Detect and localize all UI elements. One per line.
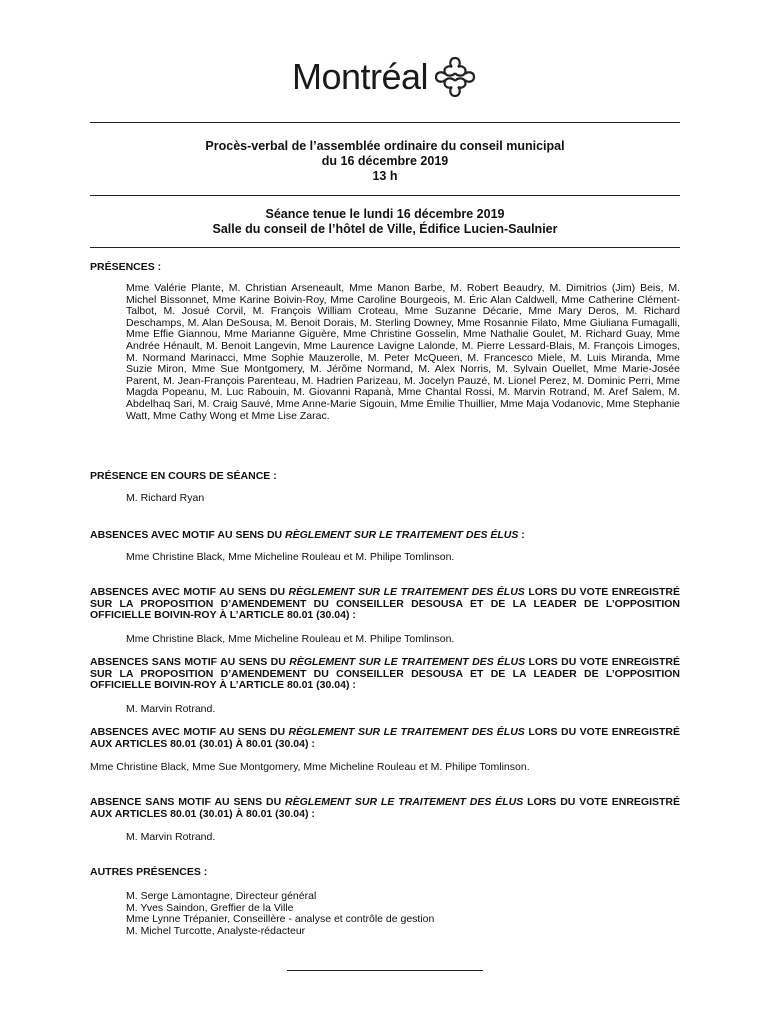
signature-line: [287, 970, 483, 971]
session-info: [90, 207, 680, 237]
absences-motif-text: Mme Christine Black, Mme Micheline Rouleau et M. Philipe Tomlinson.: [126, 551, 455, 563]
autres-presences-list: [90, 891, 680, 937]
absence-sans-motif-articles-heading: [90, 797, 680, 820]
divider: [90, 195, 680, 196]
list-item: Mme Lynne Trépanier, Conseillère - analyse et contrôle de gestion: [126, 913, 435, 926]
montreal-logo: [0, 54, 770, 100]
title-time: 13 h: [372, 169, 398, 183]
heading-italic: RÈGLEMENT SUR LE TRAITEMENT DES ÉLUS: [288, 586, 525, 598]
divider: [90, 122, 680, 123]
heading-italic: RÈGLEMENT SUR LE TRAITEMENT DES ÉLUS: [285, 796, 524, 808]
heading-italic: RÈGLEMENT SUR LE TRAITEMENT DES ÉLUS: [288, 726, 525, 738]
presence-cours-heading: PRÉSENCE EN COURS DE SÉANCE :: [90, 470, 277, 482]
logo-wordmark: Montréal: [291, 56, 429, 97]
heading-text: ABSENCE SANS MOTIF AU SENS DU: [90, 796, 286, 808]
title-line: Procès-verbal de l’assemblée ordinaire du conseil municipal: [205, 139, 565, 153]
list-item: M. Michel Turcotte, Analyste-rédacteur: [126, 924, 306, 937]
presences-list: Mme Valérie Plante, M. Christian Arseneault, Mme Manon Barbe, M. Robert Beaudry, M. Dimitrios (Jim) Beis, M. Michel Bissonnet, Mme Karine Boivin-Roy, Mme Caroline Bourgeois, M. Éric Alan Caldwell, Mme Catherine Clément-Talbot, M. Josué Corvil, M. François William Croteau, Mme Suzanne Décarie, Mme Mary Deros, M. Richard Deschamps, M. Alan DeSousa, M. Benoit Dorais, M. Sterling Downey, Mme Rosannie Filato, Mme Giuliana Fumagalli, Mme Effie Giannou, Mme Marianne Giguère, Mme Christine Gosselin, Mme Nathalie Goulet, M. Richard Guay, Mme Andrée Hénault, M. Benoit Langevin, Mme Laurence Lavigne Lalonde, M. Pierre Lessard-Blais, M. François Limoges, M. Normand Marinacci, Mme Sophie Mauzerolle, M. Peter McQueen, M. Francesco Miele, M. Luis Miranda, Mme Suzie Miron, Mme Sue Montgomery, M. Jérôme Normand, M. Alex Norris, M. Sylvain Ouellet, Mme Marie-Josée Parent, M. Jean-François Parenteau, M. Hadrien Parizeau, M. Jocelyn Pauzé, M. Lionel Perez, M. Dominic Perri, Mme Magda Popeanu, M. Luc Rabouin, M. Giovanni Rapanà, Mme Chantal Rossi, M. Marvin Rotrand, M. Aref Salem, M. Abdelhaq Sari, M. Craig Sauvé, Mme Anne-Marie Sigouin, Mme Émilie Thuillier, Mme Maja Vodanovic, Mme Stephanie Watt, Mme Cathy Wong et Mme Lise Zarac.: [126, 282, 680, 422]
absence-sans-motif-articles-text: M. Marvin Rotrand.: [126, 831, 216, 843]
absences-motif-amendement-text: Mme Christine Black, Mme Micheline Rouleau et M. Philipe Tomlinson.: [126, 633, 455, 645]
absences-motif-heading: [90, 530, 680, 542]
absences-sans-motif-amendement-text: M. Marvin Rotrand.: [126, 703, 216, 715]
heading-text: LORS DU VOTE ENREGISTRÉ AUX ARTICLES 80.01 (30.01) À 80.01 (30.04) :: [90, 726, 680, 750]
list-item: M. Serge Lamontagne, Directeur général: [126, 890, 317, 902]
heading-italic: RÈGLEMENT SUR LE TRAITEMENT DES ÉLUS: [289, 656, 526, 668]
heading-text: LORS DU VOTE ENREGISTRÉ SUR LA PROPOSITION D’AMENDEMENT DU CONSEILLER DESOUSA ET DE LA LEADER DE L’OPPOSITION OFFICIELLE BOIVIN-ROY À L’ARTICLE 80.01 (30.04) :: [90, 586, 680, 622]
heading-text: :: [518, 529, 525, 541]
divider: [90, 247, 680, 248]
absences-motif-articles-text: Mme Christine Black, Mme Sue Montgomery, Mme Micheline Rouleau et M. Philipe Tomlinson.: [90, 761, 530, 773]
session-date: Séance tenue le lundi 16 décembre 2019: [265, 207, 505, 221]
autres-presences-heading: AUTRES PRÉSENCES :: [90, 866, 208, 878]
absences-motif-articles-heading: [90, 727, 680, 750]
heading-text: LORS DU VOTE ENREGISTRÉ AUX ARTICLES 80.01 (30.01) À 80.01 (30.04) :: [90, 796, 680, 820]
heading-text: ABSENCES SANS MOTIF AU SENS DU: [90, 656, 290, 668]
list-item: M. Yves Saindon, Greffier de la Ville: [126, 901, 294, 914]
heading-italic: RÈGLEMENT SUR LE TRAITEMENT DES ÉLUS: [285, 529, 519, 541]
session-location: Salle du conseil de l’hôtel de Ville, Édifice Lucien-Saulnier: [212, 222, 558, 236]
absences-motif-amendement-heading: [90, 587, 680, 622]
rosette-icon: [432, 54, 478, 100]
heading-text: ABSENCES AVEC MOTIF AU SENS DU: [90, 529, 286, 541]
heading-text: LORS DU VOTE ENREGISTRÉ SUR LA PROPOSITION D’AMENDEMENT DU CONSEILLER DESOUSA ET DE LA LEADER DE L’OPPOSITION OFFICIELLE BOIVIN-ROY À L’ARTICLE 80.01 (30.04) :: [90, 656, 680, 692]
heading-text: ABSENCES AVEC MOTIF AU SENS DU: [90, 726, 289, 738]
presences-heading: PRÉSENCES :: [90, 261, 162, 273]
title-date: du 16 décembre 2019: [321, 154, 449, 168]
heading-text: ABSENCES AVEC MOTIF AU SENS DU: [90, 586, 289, 598]
absences-sans-motif-amendement-heading: [90, 657, 680, 692]
document-title: [90, 139, 680, 184]
presence-cours-text: M. Richard Ryan: [126, 492, 205, 504]
